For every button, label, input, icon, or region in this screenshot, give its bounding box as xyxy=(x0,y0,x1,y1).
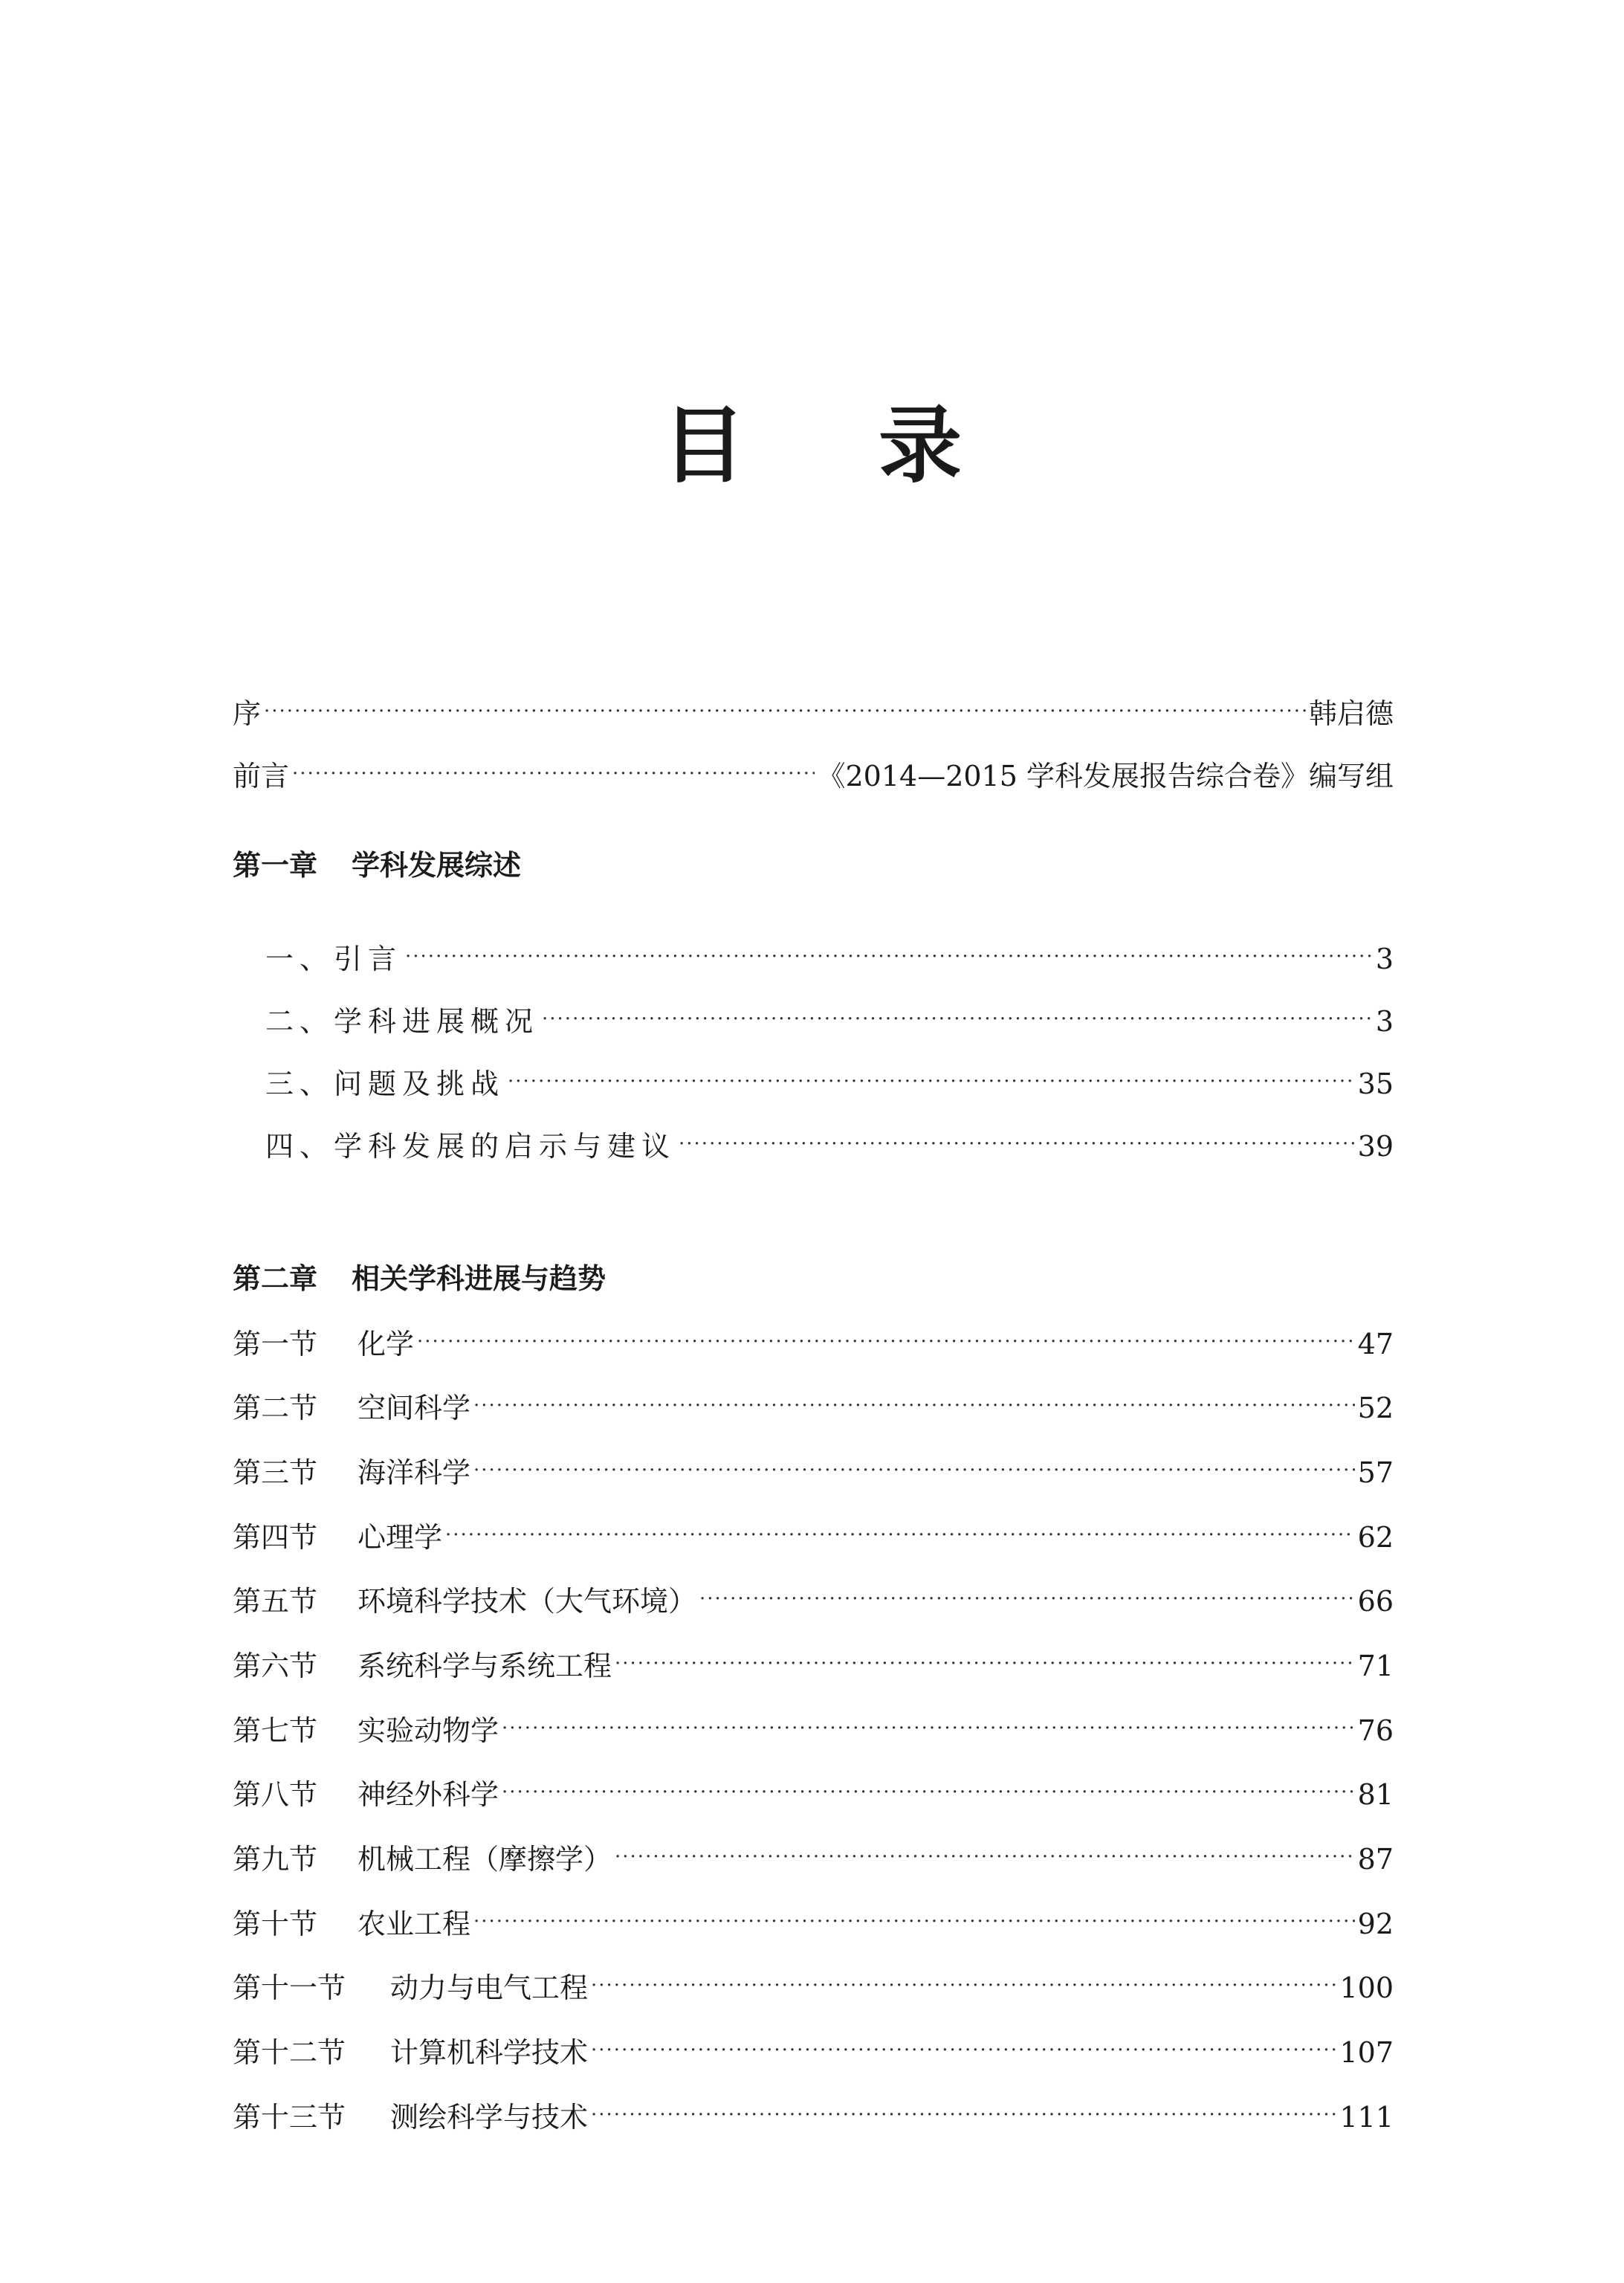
toc-entry[interactable] xyxy=(233,999,1394,1044)
toc-entry[interactable] xyxy=(233,1124,1394,1169)
section-title: 心理学 xyxy=(358,1521,443,1554)
toc-entry-page: 39 xyxy=(1357,1130,1394,1163)
section-title: 测绘科学与技术 xyxy=(390,2101,589,2134)
toc-entry-label: 四、学科发展的启示与建议 xyxy=(265,1130,676,1163)
dot-leader xyxy=(473,1448,1355,1493)
toc-entry-label: 序 xyxy=(233,697,262,730)
section-number: 第二节 xyxy=(233,1392,318,1424)
section-title: 化学 xyxy=(358,1328,415,1360)
chapter-title: 学科发展综述 xyxy=(352,849,522,882)
toc-entry-page: 76 xyxy=(1357,1714,1394,1747)
toc-entry-author: 《2014—2015 学科发展报告综合卷》编写组 xyxy=(817,760,1394,792)
dot-leader xyxy=(699,1577,1355,1621)
chapter-number: 第二章 xyxy=(233,1262,318,1295)
dot-leader xyxy=(473,1899,1355,1944)
section-number: 第一节 xyxy=(233,1328,318,1360)
toc-entry-page: 57 xyxy=(1357,1456,1394,1489)
page-title: 目 录 xyxy=(662,397,1014,494)
toc-entry-label: 前言 xyxy=(233,760,290,792)
section-title: 海洋科学 xyxy=(358,1456,471,1489)
toc-section[interactable] xyxy=(233,1644,1394,1688)
toc-entry-label: 三、问题及挑战 xyxy=(265,1068,505,1100)
dot-leader xyxy=(508,1059,1355,1104)
section-number: 第十一节 xyxy=(233,1972,346,2004)
toc-entry-page: 87 xyxy=(1357,1843,1394,1876)
toc-entry-label: 一、引言 xyxy=(265,943,403,975)
dot-leader xyxy=(679,1122,1355,1166)
chapter-number: 第一章 xyxy=(233,849,318,882)
toc-section[interactable] xyxy=(233,1966,1394,2010)
toc-entry[interactable] xyxy=(233,937,1394,981)
toc-entry[interactable] xyxy=(233,1062,1394,1106)
dot-leader xyxy=(405,934,1373,979)
dot-leader xyxy=(615,1641,1355,1686)
section-number: 第五节 xyxy=(233,1585,318,1618)
toc-section[interactable] xyxy=(233,1579,1394,1624)
section-title: 神经外科学 xyxy=(358,1778,499,1811)
section-number: 第四节 xyxy=(233,1521,318,1554)
dot-leader xyxy=(615,1835,1355,1879)
toc-entry-page: 52 xyxy=(1357,1392,1394,1424)
chapter-title: 相关学科进展与趋势 xyxy=(352,1262,606,1295)
toc-entry-foreword[interactable] xyxy=(233,754,1394,798)
section-number: 第六节 xyxy=(233,1650,318,1682)
section-title: 系统科学与系统工程 xyxy=(358,1650,612,1682)
toc-entry-author: 韩启德 xyxy=(1308,697,1394,730)
section-title: 空间科学 xyxy=(358,1392,471,1424)
section-number: 第九节 xyxy=(233,1843,318,1876)
dot-leader xyxy=(417,1320,1355,1364)
dot-leader xyxy=(591,1963,1336,2008)
toc-entry-page: 111 xyxy=(1339,2101,1394,2134)
dot-leader xyxy=(445,1513,1355,1557)
toc-section[interactable] xyxy=(233,2095,1394,2140)
dot-leader xyxy=(292,752,814,796)
dot-leader xyxy=(264,689,1306,734)
toc-section[interactable] xyxy=(233,1708,1394,1753)
section-number: 第三节 xyxy=(233,1456,318,1489)
toc-entry-page: 92 xyxy=(1357,1908,1394,1940)
dot-leader xyxy=(502,1706,1355,1751)
toc-entry-page: 71 xyxy=(1357,1650,1394,1682)
toc-section[interactable] xyxy=(233,1450,1394,1495)
toc-entry-page: 62 xyxy=(1357,1521,1394,1554)
toc-entry-page: 66 xyxy=(1357,1585,1394,1618)
section-number: 第七节 xyxy=(233,1714,318,1747)
toc-section[interactable] xyxy=(233,1772,1394,1817)
toc-entry-page: 107 xyxy=(1339,2036,1394,2069)
section-title: 计算机科学技术 xyxy=(390,2036,589,2069)
section-number: 第十节 xyxy=(233,1908,318,1940)
toc-entry-page: 3 xyxy=(1375,1005,1394,1038)
toc-section[interactable] xyxy=(233,1902,1394,1946)
section-number: 第八节 xyxy=(233,1778,318,1811)
toc-section[interactable] xyxy=(233,1386,1394,1430)
dot-leader xyxy=(591,2028,1336,2073)
section-title: 动力与电气工程 xyxy=(390,1972,589,2004)
section-number: 第十三节 xyxy=(233,2101,346,2134)
chapter-heading-1[interactable] xyxy=(233,843,521,888)
toc-entry-preface[interactable] xyxy=(233,691,1394,736)
toc-entry-page: 100 xyxy=(1339,1972,1394,2004)
toc-entry-page: 35 xyxy=(1357,1068,1394,1100)
dot-leader xyxy=(542,997,1373,1042)
toc-section[interactable] xyxy=(233,1515,1394,1560)
toc-entry-page: 3 xyxy=(1375,943,1394,975)
section-title: 农业工程 xyxy=(358,1908,471,1940)
toc-section[interactable] xyxy=(233,2030,1394,2075)
section-title: 实验动物学 xyxy=(358,1714,499,1747)
dot-leader xyxy=(502,1770,1355,1815)
section-title: 机械工程（摩擦学） xyxy=(358,1843,612,1876)
section-title: 环境科学技术（大气环境） xyxy=(358,1585,697,1618)
toc-section[interactable] xyxy=(233,1837,1394,1882)
toc-entry-label: 二、学科进展概况 xyxy=(265,1005,540,1038)
toc-section[interactable] xyxy=(233,1322,1394,1366)
toc-entry-page: 81 xyxy=(1357,1778,1394,1811)
chapter-heading-2[interactable] xyxy=(233,1256,606,1301)
section-number: 第十二节 xyxy=(233,2036,346,2069)
toc-entry-page: 47 xyxy=(1357,1328,1394,1360)
dot-leader xyxy=(591,2093,1336,2137)
dot-leader xyxy=(473,1383,1355,1428)
